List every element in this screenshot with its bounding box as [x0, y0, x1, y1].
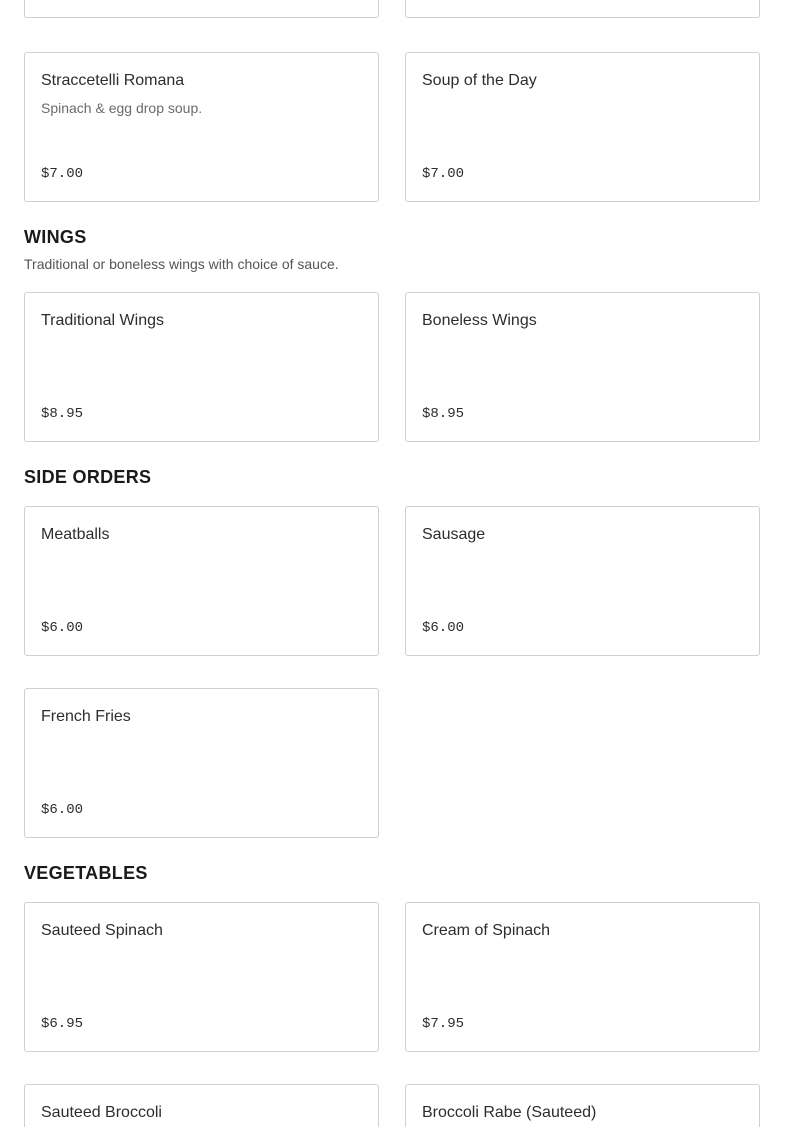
menu-item-card[interactable]	[405, 292, 760, 442]
menu-item-name: Traditional Wings	[41, 312, 165, 329]
menu-item-card[interactable]	[24, 506, 379, 656]
menu-item-name: Cream of Spinach	[422, 922, 551, 939]
menu-item-name: Sausage	[422, 526, 486, 543]
menu-item-price: $7.00	[422, 166, 465, 182]
menu-item-name: Meatballs	[41, 526, 110, 543]
menu-item-price: $6.00	[41, 802, 84, 818]
menu-item-card[interactable]	[24, 902, 379, 1052]
menu-item-card[interactable]	[405, 506, 760, 656]
menu-item-card[interactable]	[405, 1084, 760, 1127]
section-title-wings: WINGS	[24, 227, 87, 247]
menu-item-price: $6.00	[422, 620, 465, 636]
menu-item-name: Sauteed Broccoli	[41, 1104, 162, 1121]
menu-item-price: $8.95	[41, 406, 84, 422]
menu-item-name: French Fries	[41, 708, 131, 725]
menu-item-card-partial[interactable]	[405, 0, 760, 18]
section-title-side-orders: SIDE ORDERS	[24, 467, 152, 487]
menu-item-card[interactable]	[24, 292, 379, 442]
menu-item-price: $6.95	[41, 1016, 84, 1032]
menu-item-description: Spinach & egg drop soup.	[41, 100, 203, 116]
menu-item-name: Sauteed Spinach	[41, 922, 163, 939]
menu-item-card-partial[interactable]	[24, 0, 379, 18]
menu-item-card[interactable]	[405, 52, 760, 202]
menu-item-price: $8.95	[422, 406, 465, 422]
menu-item-card[interactable]	[24, 1084, 379, 1127]
menu-item-price: $7.00	[41, 166, 84, 182]
menu-item-card[interactable]	[24, 688, 379, 838]
menu-item-card[interactable]	[24, 52, 379, 202]
menu-item-card[interactable]	[405, 902, 760, 1052]
section-description-wings: Traditional or boneless wings with choice of sauce.	[24, 256, 339, 272]
menu-item-price: $7.95	[422, 1016, 465, 1032]
section-title-vegetables: VEGETABLES	[24, 863, 148, 883]
menu-item-price: $6.00	[41, 620, 84, 636]
menu-item-name: Broccoli Rabe (Sauteed)	[422, 1104, 597, 1121]
menu-item-name: Boneless Wings	[422, 312, 537, 329]
menu-item-name: Straccetelli Romana	[41, 72, 185, 89]
menu-item-name: Soup of the Day	[422, 72, 537, 89]
